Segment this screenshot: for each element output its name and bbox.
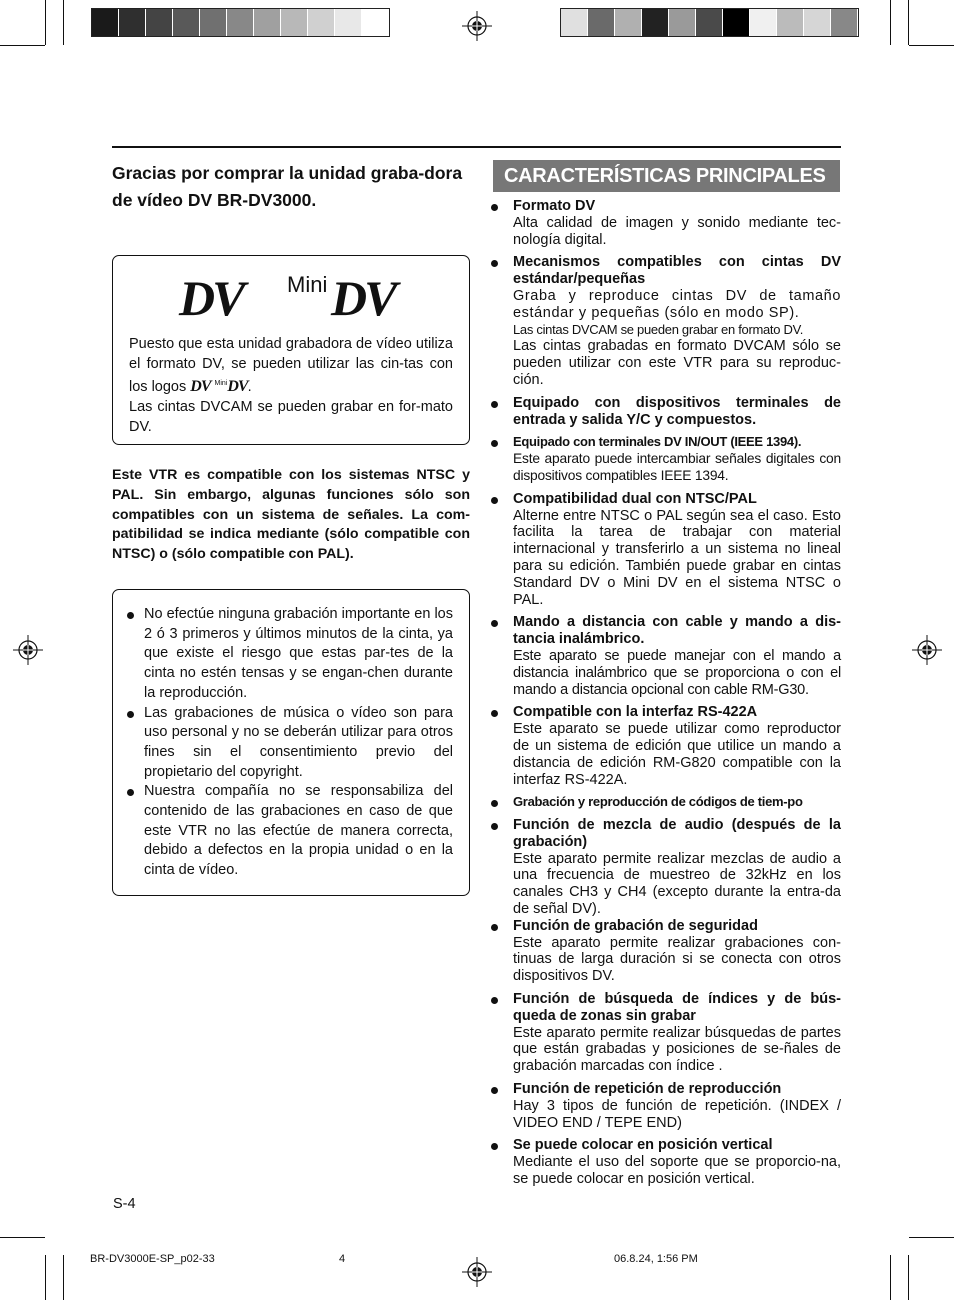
bullet-icon — [491, 497, 498, 504]
crop-mark — [908, 0, 909, 45]
color-swatch-bar-left — [91, 8, 390, 37]
color-swatch — [335, 9, 362, 36]
bullet-icon — [491, 440, 498, 447]
feature-item: Compatibilidad dual con NTSC/PAL Alterne entre NTSC o PAL según sea el caso. Esto facilita la tarea de trabajar con material internacional y transferirlo a un sistema no lineal para su edición. También puede grabar en cintas Standard DV o Mini DV en el sistema NTSC o PAL. — [490, 491, 841, 609]
color-swatch — [561, 9, 588, 36]
feature-item: Función de grabación de seguridad Este aparato permite realizar grabaciones con-tinuas de larga duración si se conecta con otros dispositivos DV. — [490, 918, 841, 985]
color-swatch — [723, 9, 750, 36]
color-swatch — [588, 9, 615, 36]
bullet-icon — [491, 260, 498, 267]
footer-date: 06.8.24, 1:56 PM — [614, 1253, 698, 1265]
inline-mini-dv-logo: DV — [227, 378, 248, 396]
color-swatch — [696, 9, 723, 36]
logo-box-text: Puesto que esta unidad grabadora de vídeo utiliza el formato DV, se pueden utilizar las cin-tas con los logos DV $^{Mini}$DV. Las cintas DVCAM se pueden grabar en for-mato DV. — [129, 336, 453, 435]
bullet-icon — [491, 204, 498, 211]
feature-item: Grabación y reproducción de códigos de tiem-po — [490, 794, 841, 811]
color-swatch — [173, 9, 200, 36]
feature-item: Función de mezcla de audio (después de la grabación) Este aparato permite realizar mezclas de audio a una frecuencia de muestreo de 32kHz en los canales CH3 y CH4 (excepto durante la entra-da de señal DV). — [490, 817, 841, 918]
inline-dv-logo: DV — [190, 378, 211, 396]
color-swatch — [831, 9, 858, 36]
warnings-box — [112, 589, 470, 896]
features-list — [490, 198, 841, 1188]
registration-mark-icon — [462, 1257, 492, 1287]
color-swatch — [777, 9, 804, 36]
registration-mark-icon — [13, 635, 43, 665]
compatibility-note: Este VTR es compatible con los sistemas NTSC y PAL. Sin embargo, algunas funciones sólo son compatibles con un sistema de señales. La com-patibilidad se indica mediante (sólo compatible con NTSC) o (sólo compatible con PAL). — [112, 467, 470, 563]
crop-mark — [890, 1255, 891, 1300]
bullet-icon — [491, 1143, 498, 1150]
bullet-icon — [127, 711, 134, 718]
crop-mark — [63, 0, 64, 45]
bullet-icon — [491, 710, 498, 717]
warning-item: Las grabaciones de música o vídeo son para uso personal y no se deberán utilizar para otros fines sin el consentimiento previo del propietario del copyright. — [127, 704, 453, 783]
crop-mark — [890, 0, 891, 45]
warning-item: Nuestra compañía no se responsabiliza del contenido de las grabaciones en caso de que este VTR no las efectúe de manera correcta, debido a defectos en la propia unidad o en la cinta de vídeo. — [127, 782, 453, 881]
bullet-icon — [491, 401, 498, 408]
footer-filename: BR-DV3000E-SP_p02-33 — [90, 1253, 215, 1265]
color-swatch — [308, 9, 335, 36]
bullet-icon — [491, 924, 498, 931]
feature-item: Función de búsqueda de índices y de bús-queda de zonas sin grabar Este aparato permite realizar búsquedas de partes que están grabadas y posiciones de se-ñales de grabación marcadas con índice . — [490, 991, 841, 1075]
crop-mark — [0, 45, 45, 46]
feature-item: Mando a distancia con cable y mando a dis-tancia inalámbrico. Este aparato se puede manejar con el mando a distancia inalámbrico que se proporciona o con el mando a distancia opcional con cable RM-G30. — [490, 614, 841, 698]
color-swatch — [669, 9, 696, 36]
bullet-icon — [491, 997, 498, 1004]
color-swatch — [750, 9, 777, 36]
section-title: CARACTERÍSTICAS PRINCIPALES — [493, 160, 840, 192]
dvcam-note: Las cintas DVCAM se pueden grabar en for-mato DV. — [129, 398, 453, 435]
intro-heading: Gracias por comprar la unidad graba-dora de vídeo DV BR-DV3000. — [112, 163, 463, 210]
registration-mark-icon — [462, 11, 492, 41]
crop-mark — [45, 1255, 46, 1300]
color-swatch — [615, 9, 642, 36]
color-swatch — [281, 9, 308, 36]
bullet-icon — [491, 620, 498, 627]
crop-mark — [909, 45, 954, 46]
mini-dv-logo: DV — [331, 270, 395, 326]
color-swatch — [642, 9, 669, 36]
registration-mark-icon — [912, 635, 942, 665]
feature-item: Compatible con la interfaz RS-422A Este aparato se puede utilizar como reproductor de un sistema de edición que utilice un mando a distancia de edición RM-G820 compatible con la interfaz RS-422A. — [490, 704, 841, 788]
dv-logo-box — [112, 255, 470, 445]
bullet-icon — [127, 789, 134, 796]
crop-mark — [0, 1237, 45, 1238]
feature-item: Equipado con terminales DV IN/OUT (IEEE 1394). Este aparato puede intercambiar señales digitales con dispositivos compatibles IEEE 1394. — [490, 434, 841, 484]
crop-mark — [63, 1255, 64, 1300]
color-swatch-bar-right — [560, 8, 859, 37]
footer-page: 4 — [339, 1253, 346, 1265]
color-swatch — [227, 9, 254, 36]
crop-mark — [908, 1255, 909, 1300]
feature-item: Función de repetición de reproducción Hay 3 tipos de función de repetición. (INDEX / VIDEO END / TEPE END) — [490, 1081, 841, 1131]
color-swatch — [254, 9, 281, 36]
top-rule — [112, 146, 841, 148]
warning-item: No efectúe ninguna grabación importante en los 2 ó 3 primeros y últimos minutos de la cinta, ya que existe el riesgo que estas par-tes de la cinta no estén tensas y se engan-chen durante la reproducción. — [127, 605, 453, 704]
inline-mini-logo: Mini — [214, 380, 228, 388]
crop-mark — [909, 1237, 954, 1238]
feature-item: Mecanismos compatibles con cintas DV estándar/pequeñas Graba y reproduce cintas DV de tamaño estándar y pequeñas (sólo en modo SP). Las cintas DVCAM se pueden grabar en formato DV. Las cintas grabadas en formato DVCAM sólo se pueden utilizar con este VTR para su reproduc-ción. — [490, 254, 841, 388]
color-swatch — [200, 9, 227, 36]
page-number: S-4 — [113, 1196, 136, 1212]
color-swatch — [119, 9, 146, 36]
color-swatch — [804, 9, 831, 36]
color-swatch — [362, 9, 389, 36]
bullet-icon — [127, 612, 134, 619]
feature-item: Equipado con dispositivos terminales de entrada y salida Y/C y compuestos. — [490, 395, 841, 429]
color-swatch — [92, 9, 119, 36]
bullet-icon — [491, 1087, 498, 1094]
mini-dv-logo-mini: Mini — [287, 272, 328, 297]
color-swatch — [146, 9, 173, 36]
dv-logo: DV — [179, 270, 243, 326]
bullet-icon — [491, 823, 498, 830]
crop-mark — [45, 0, 46, 45]
feature-item: Formato DV Alta calidad de imagen y sonido mediante tec-nología digital. — [490, 198, 841, 248]
feature-item: Se puede colocar en posición vertical Mediante el uso del soporte que se proporcio-na, se puede colocar en posición vertical. — [490, 1137, 841, 1187]
bullet-icon — [491, 800, 498, 807]
